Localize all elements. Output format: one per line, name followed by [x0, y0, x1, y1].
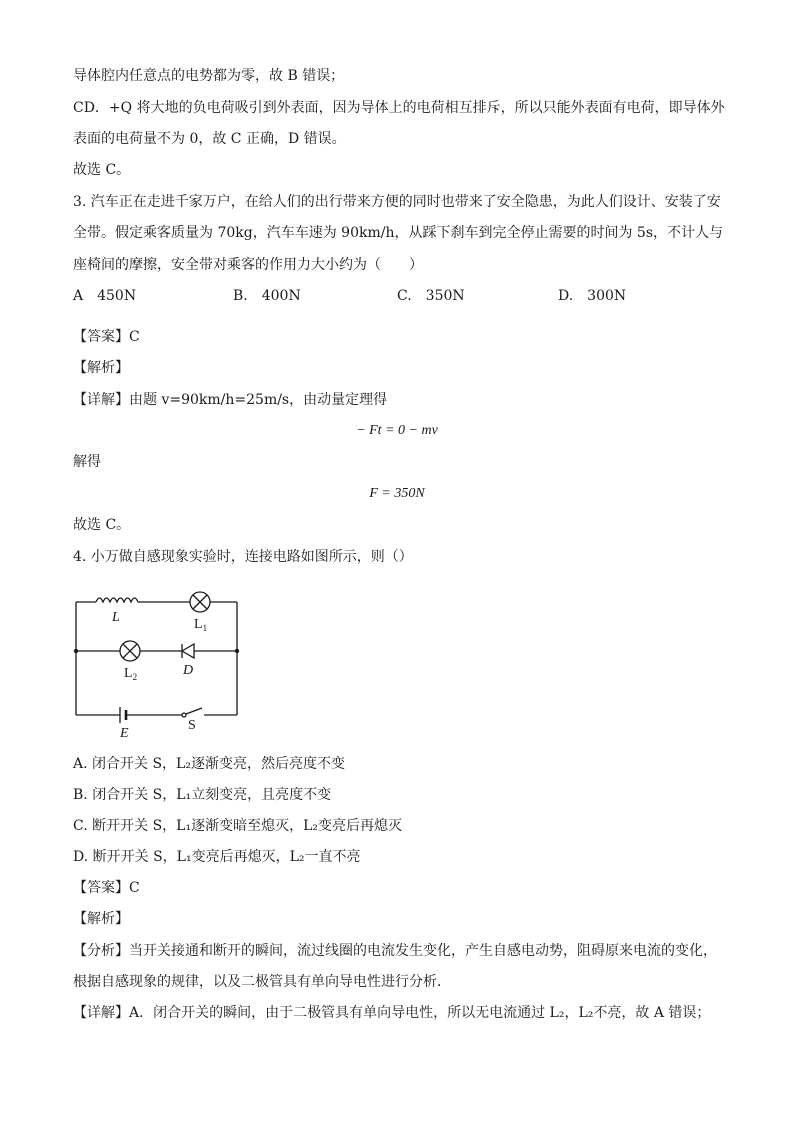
label-battery: E — [120, 726, 129, 738]
q4-option-a: A. 闭合开关 S，L₂逐渐变亮，然后亮度不变 — [73, 756, 345, 772]
q4-analysis-line-1: 【分析】当开关接通和断开的瞬间，流过线圈的电流发生变化，产生自感电动势，阻碍原来电流的变化， — [73, 943, 717, 959]
text-line-1: 导体腔内任意点的电势都为零，故 B 错误； — [73, 68, 345, 84]
q3-equation-2: F = 350N — [369, 486, 425, 501]
label-lamp2: $L_2$ — [124, 666, 138, 682]
q4-detail-line-1: 【详解】A．闭合开关的瞬间，由于二极管具有单向导电性，所以无电流通过 L₂，L₂不亮，故 A 错误； — [73, 1005, 711, 1021]
q4-option-c: C. 断开开关 S，L₁逐渐变暗至熄灭，L₂变亮后再熄灭 — [73, 818, 402, 834]
q3-solve-label: 解得 — [73, 454, 101, 470]
label-inductor: L — [112, 610, 120, 625]
switch-blade — [186, 708, 202, 714]
q3-equation-1: − Ft = 0 − mv — [356, 423, 438, 438]
question-4-stem: 4. 小万做自感现象实验时，连接电路如图所示，则（） — [73, 549, 413, 565]
q3-selection: 故选 C。 — [73, 517, 131, 533]
q4-option-d: D. 断开开关 S，L₁变亮后再熄灭，L₂一直不亮 — [73, 849, 361, 865]
inductor-coil — [96, 598, 138, 602]
q4-option-b: B. 闭合开关 S，L₁立刻变亮，且亮度不变 — [73, 787, 332, 803]
text-line-4: 故选 C。 — [73, 162, 131, 178]
question-3-line-2: 全带。假定乘客质量为 70kg，汽车车速为 90km/h，从踩下刹车到完全停止需要的时间为 5s，不计人与 — [73, 225, 724, 241]
diode-symbol — [182, 644, 194, 658]
q4-analysis-line-2: 根据自感现象的规律，以及二极管具有单向导电性进行分析． — [73, 974, 451, 990]
circuit-diagram — [70, 588, 250, 738]
q4-answer: 【答案】C — [73, 880, 140, 896]
q3-option-a: A 450N — [73, 288, 137, 304]
question-3-line-1: 3. 汽车正在走进千家万户，在给人们的出行带来方便的同时也带来了安全隐患，为此人们设计、安装了安 — [73, 194, 721, 210]
q3-answer: 【答案】C — [73, 329, 140, 345]
label-lamp1: $L_1$ — [194, 617, 208, 633]
text-line-2: CD．+Q 将大地的负电荷吸引到外表面，因为导体上的电荷相互排斥，所以只能外表面有电荷，即导体外 — [73, 100, 725, 116]
q3-option-d: D. 300N — [558, 288, 627, 304]
q3-detail: 【详解】由题 v=90km/h=25m/s，由动量定理得 — [73, 392, 388, 408]
text-line-3: 表面的电荷量不为 0，故 C 正确，D 错误。 — [73, 131, 346, 147]
q3-analysis-heading: 【解析】 — [73, 360, 129, 376]
q3-option-b: B. 400N — [233, 288, 301, 304]
label-diode: D — [183, 663, 194, 678]
q4-analysis-heading: 【解析】 — [73, 911, 129, 927]
label-switch: S — [188, 718, 196, 733]
question-3-line-3: 座椅间的摩擦，安全带对乘客的作用力大小约为（ ） — [73, 257, 423, 273]
q3-option-c: C. 350N — [397, 288, 465, 304]
